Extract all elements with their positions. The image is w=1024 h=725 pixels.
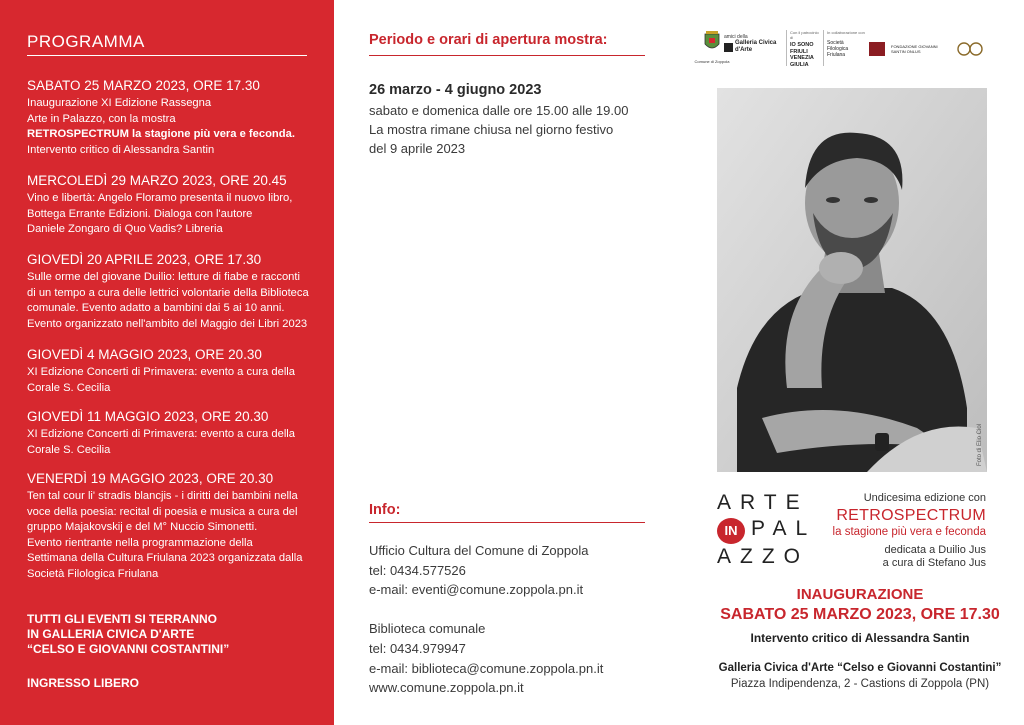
event-description-line: Sulle orme del giovane Duilio: letture di fiabe e racconti <box>27 271 301 283</box>
event-description-line: XI Edizione Concerti di Primavera: evento a cura della <box>27 366 296 378</box>
event-description-line: Inaugurazione XI Edizione Rassegna <box>27 97 212 109</box>
program-title: PROGRAMMA <box>27 32 145 51</box>
event-description-line: voce della poesia: recital di poesia e musica a cura del <box>27 505 298 518</box>
info-spacer <box>369 600 603 620</box>
opening-line: La mostra rimane chiusa nel giorno festivo <box>369 122 614 137</box>
inauguration-date: SABATO 25 MARZO 2023, ORE 17.30 <box>720 606 1000 623</box>
filologica-name: Società Filologica Friulana <box>827 40 849 58</box>
info-divider <box>369 522 645 523</box>
event-heading: MERCOLEDÌ 29 MARZO 2023, ORE 20.45 <box>27 173 287 188</box>
info-line: Biblioteca comunale <box>369 621 486 637</box>
free-entry: INGRESSO LIBERO <box>27 676 140 690</box>
event-description-line: Settimana della Cultura Friulana 2023 organizzata dalla <box>27 552 303 564</box>
galleria-logo <box>724 34 784 54</box>
venue-address: Piazza Indipendenza, 2 - Castions di Zoppola (PN) <box>730 678 990 690</box>
event-description-line: di un tempo a cura delle lettrici volontarie della Biblioteca <box>27 286 309 299</box>
event-description-line: Bottega Errante Edizioni. Dialoga con l'autore <box>27 207 253 220</box>
logo-divider <box>786 30 787 66</box>
comune-label: Comune di Zoppola <box>694 59 730 64</box>
program-event <box>27 77 317 158</box>
event-description-line: Società Filologica Friulana <box>27 567 159 580</box>
inauguration-label: INAUGURAZIONE <box>796 586 924 603</box>
event-description-line: XI Edizione Concerti di Primavera: evento a cura della <box>27 428 296 440</box>
edition-label: Undicesima edizione con <box>863 492 986 504</box>
event-description-line: Evento organizzato nell'ambito del Maggio dei Libri 2023 <box>27 317 308 330</box>
galleria-name: Galleria Civica d'Arte <box>735 40 777 53</box>
opening-line: sabato e domenica dalle ore 15.00 alle 19.00 <box>369 103 629 118</box>
event-heading: GIOVEDÌ 11 MAGGIO 2023, ORE 20.30 <box>27 409 269 424</box>
event-description-line: RETROSPECTRUM la stagione più vera e feconda. <box>27 128 295 140</box>
collab-label: In collaborazione con <box>827 30 865 35</box>
event-heading: VENERDÌ 19 MAGGIO 2023, ORE 20.30 <box>27 471 274 486</box>
event-description-line: Intervento critico di Alessandra Santin <box>27 143 215 156</box>
event-description-line: Arte in Palazzo, con la mostra <box>27 112 176 125</box>
brand-line-3: AZZO <box>717 545 809 568</box>
fvg-logo <box>790 30 820 68</box>
program-event <box>27 251 317 332</box>
brand-in-badge: IN <box>717 518 745 544</box>
fondazione-mark-icon <box>869 42 885 56</box>
info-email[interactable]: e-mail: biblioteca@comune.zoppola.pn.it <box>369 660 604 676</box>
coat-of-arms-icon <box>703 30 721 54</box>
program-divider <box>27 55 307 56</box>
opening-period: 26 marzo - 4 giugno 2023 <box>369 82 542 98</box>
info-phone: tel: 0434.577526 <box>369 562 466 578</box>
inauguration-speaker: Intervento critico di Alessandra Santin <box>750 631 970 645</box>
event-description-line: gruppo Majakovskij e del M° Nuccio Simonetti. <box>27 521 258 533</box>
opening-divider <box>369 55 645 56</box>
event-heading: GIOVEDÌ 20 APRILE 2023, ORE 17.30 <box>27 252 262 267</box>
sponsor-label: Con il patrocinio di <box>790 30 819 40</box>
exhibition-title: RETROSPECTRUM <box>836 507 986 524</box>
program-event <box>27 346 317 396</box>
photo-credit: Foto di Elio Ciol <box>977 423 983 466</box>
galleria-icon <box>724 43 733 52</box>
exhibition-curator: a cura di Stefano Jus <box>882 557 986 569</box>
footer-line: TUTTI GLI EVENTI SI TERRANNO <box>27 612 218 626</box>
program-footer <box>27 612 229 657</box>
info-website[interactable]: www.comune.zoppola.pn.it <box>369 680 524 696</box>
collab-logos <box>827 30 1007 58</box>
exhibition-dedication: dedicata a Duilio Jus <box>884 544 986 556</box>
program-event <box>27 408 317 458</box>
info-email[interactable]: e-mail: eventi@comune.zoppola.pn.it <box>369 582 584 598</box>
brand-line-2: PAL <box>751 517 817 540</box>
opening-heading: Periodo e orari di apertura mostra: <box>369 32 608 48</box>
event-heading: GIOVEDÌ 4 MAGGIO 2023, ORE 20.30 <box>27 347 262 362</box>
program-panel <box>0 0 334 725</box>
program-event <box>27 470 317 582</box>
info-details <box>369 541 603 698</box>
arte-in-palazzo-logo <box>717 490 816 570</box>
event-description-line: comunale. Evento adatto a bambini dai 5 ai 10 anni. <box>27 302 285 314</box>
event-heading: SABATO 25 MARZO 2023, ORE 17.30 <box>27 78 260 93</box>
watch-icon <box>875 433 889 451</box>
footer-line: “CELSO E GIOVANNI COSTANTINI” <box>27 642 230 656</box>
event-description-line: Daniele Zongaro di Quo Vadis? Libreria <box>27 223 223 235</box>
galleria-top-label: amici della <box>724 34 748 40</box>
opening-line: del 9 aprile 2023 <box>369 141 466 156</box>
fondazione-name: FONDAZIONE GIOVANNI SANTIN ONLUS <box>891 44 938 54</box>
event-description-line: Evento rientrante nella programmazione della <box>27 536 253 549</box>
event-description-line: Corale S. Cecilia <box>27 381 111 394</box>
seal-icon <box>957 41 983 57</box>
info-phone: tel: 0434.979947 <box>369 640 466 656</box>
opening-details <box>369 101 628 158</box>
fvg-name: IO SONO FRIULI VENEZIA GIULIA <box>790 42 814 68</box>
venue-name: Galleria Civica d'Arte “Celso e Giovanni Costantini” <box>718 662 1002 674</box>
exhibition-subtitle: la stagione più vera e feconda <box>832 526 986 538</box>
artist-photo <box>717 88 987 472</box>
event-description-line: Ten tal cour li' stradis blancjis - i diritti dei bambini nella <box>27 490 298 502</box>
event-description-line: Vino e libertà: Angelo Floramo presenta il nuovo libro, <box>27 192 293 204</box>
info-heading: Info: <box>369 502 401 518</box>
info-line: Ufficio Cultura del Comune di Zoppola <box>369 543 589 558</box>
sponsor-logos <box>690 30 1010 72</box>
program-event <box>27 172 317 238</box>
event-description-line: Corale S. Cecilia <box>27 443 111 456</box>
logo-divider <box>823 30 824 66</box>
footer-line: IN GALLERIA CIVICA D'ARTE <box>27 627 195 641</box>
brand-line-1: ARTE <box>717 491 809 514</box>
